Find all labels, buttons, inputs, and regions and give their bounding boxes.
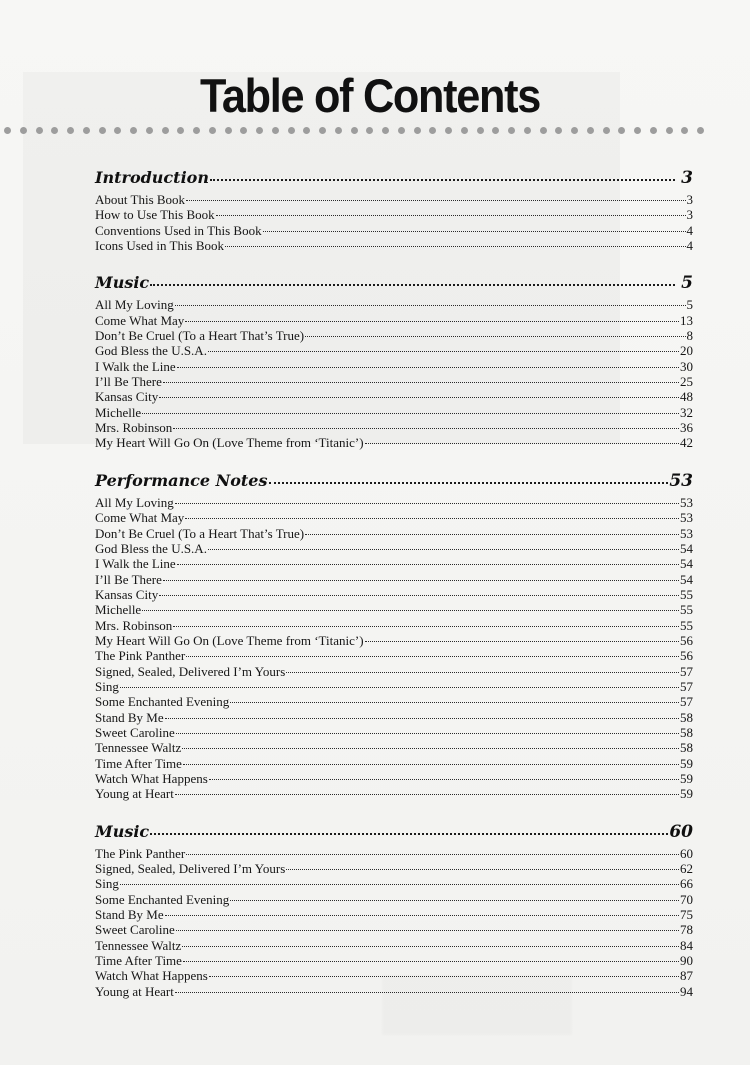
entry-page-number: 57: [680, 663, 693, 679]
dot-leader: [163, 580, 679, 581]
rule-dot: [461, 127, 468, 134]
dot-leader: [175, 503, 679, 504]
entry-page-number: 60: [680, 845, 693, 861]
dot-leader: [175, 794, 679, 795]
entry-page-number: 55: [680, 617, 693, 633]
entry-page-number: 58: [680, 709, 693, 725]
rule-dot: [319, 127, 326, 134]
toc-entry: [95, 679, 693, 694]
dot-leader: [173, 626, 679, 627]
dot-leader: [186, 656, 679, 657]
toc-entry: [95, 602, 693, 617]
toc-section: [95, 822, 693, 999]
toc-entry: [95, 572, 693, 587]
rule-dot: [508, 127, 515, 134]
rule-dot: [398, 127, 405, 134]
entry-label: Time After Time: [95, 755, 182, 771]
dot-leader: [150, 284, 675, 286]
entry-label: Sing: [95, 678, 119, 694]
entry-label: Sweet Caroline: [95, 724, 175, 740]
entry-label: Kansas City: [95, 389, 159, 405]
entry-page-number: 59: [680, 755, 693, 771]
rule-dot: [51, 127, 58, 134]
entry-label: My Heart Will Go On (Love Theme from ‘Titanic’): [95, 632, 364, 648]
entry-label: Sweet Caroline: [95, 922, 175, 938]
rule-dot: [382, 127, 389, 134]
toc-entry: [95, 389, 693, 404]
rule-dot: [225, 127, 232, 134]
toc-entry: [95, 587, 693, 602]
dot-leader: [186, 854, 679, 855]
entry-label: Kansas City: [95, 586, 159, 602]
entry-page-number: 87: [680, 968, 693, 984]
rule-dot: [587, 127, 594, 134]
entry-label: Stand By Me: [95, 709, 164, 725]
rule-dot: [618, 127, 625, 134]
entry-page-number: 94: [680, 983, 693, 999]
toc-entry: [95, 786, 693, 801]
entry-page-number: 25: [680, 374, 693, 390]
rule-dot: [303, 127, 310, 134]
dot-leader: [209, 976, 679, 977]
rule-dot: [414, 127, 421, 134]
rule-dot: [634, 127, 641, 134]
dot-leader: [173, 428, 679, 429]
toc-entry: [95, 953, 693, 968]
section-page-number: 5: [681, 273, 693, 294]
dot-leader: [209, 779, 679, 780]
toc-entry: [95, 861, 693, 876]
dot-leader: [365, 443, 679, 444]
entry-page-number: 56: [680, 632, 693, 648]
toc-entry: [95, 710, 693, 725]
dot-leader: [286, 869, 679, 870]
entry-page-number: 30: [680, 358, 693, 374]
entry-page-number: 13: [680, 312, 693, 328]
dotted-title-rule: [4, 125, 704, 136]
entry-page-number: 53: [680, 525, 693, 541]
toc-entry: [95, 420, 693, 435]
dot-leader: [305, 534, 679, 535]
entry-page-number: 70: [680, 891, 693, 907]
toc-entry: [95, 846, 693, 861]
entry-page-number: 36: [680, 420, 693, 436]
section-title: Introduction: [95, 168, 209, 187]
dot-leader: [185, 321, 679, 322]
rule-dot: [351, 127, 358, 134]
entry-page-number: 4: [686, 222, 693, 238]
entry-label: I Walk the Line: [95, 556, 176, 572]
toc-entry: [95, 984, 693, 999]
toc-entry: [95, 556, 693, 571]
entry-label: Come What May: [95, 312, 185, 328]
entry-label: My Heart Will Go On (Love Theme from ‘Titanic’): [95, 435, 364, 451]
entry-page-number: 8: [686, 328, 693, 344]
section-heading: [95, 168, 693, 190]
rule-dot: [193, 127, 200, 134]
entry-page-number: 55: [680, 586, 693, 602]
dot-leader: [183, 961, 679, 962]
entry-label: I Walk the Line: [95, 358, 176, 374]
section-page-number: 60: [669, 821, 693, 842]
entry-label: Tennessee Waltz: [95, 740, 182, 756]
rule-dot: [256, 127, 263, 134]
entry-label: Watch What Happens: [95, 771, 208, 786]
toc-entry: [95, 405, 693, 420]
toc-entry: [95, 541, 693, 556]
dot-leader: [182, 946, 679, 947]
dot-leader: [176, 733, 679, 734]
toc-section: [95, 471, 693, 802]
toc-entry: [95, 510, 693, 525]
entry-page-number: 57: [680, 694, 693, 710]
section-heading: [95, 822, 693, 844]
dot-leader: [142, 413, 679, 414]
entry-label: Icons Used in This Book: [95, 238, 225, 254]
entry-label: All My Loving: [95, 494, 174, 510]
entry-page-number: 32: [680, 404, 693, 420]
rule-dot: [477, 127, 484, 134]
entry-page-number: 62: [680, 861, 693, 877]
toc-entry: [95, 223, 693, 238]
entry-label: The Pink Panther: [95, 845, 186, 861]
entry-page-number: 90: [680, 953, 693, 969]
rule-dot: [335, 127, 342, 134]
dot-leader: [150, 833, 668, 835]
section-title: Performance Notes: [95, 470, 268, 490]
entry-page-number: 5: [686, 297, 693, 313]
entry-label: Signed, Sealed, Delivered I’m Yours: [95, 861, 286, 877]
dot-leader: [120, 687, 679, 688]
dot-leader: [286, 672, 679, 673]
toc-section: [95, 273, 693, 450]
dot-leader: [177, 367, 679, 368]
rule-dot: [209, 127, 216, 134]
toc-entry: [95, 192, 693, 207]
rule-dot: [666, 127, 673, 134]
rule-dot: [429, 127, 436, 134]
toc-entry: [95, 435, 693, 450]
table-of-contents: [95, 168, 693, 999]
toc-entry: [95, 526, 693, 541]
rule-dot: [114, 127, 121, 134]
dot-leader: [263, 231, 686, 232]
rule-dot: [240, 127, 247, 134]
rule-dot: [288, 127, 295, 134]
section-title: Music: [95, 273, 150, 293]
toc-entry: [95, 664, 693, 679]
entry-label: Stand By Me: [95, 907, 164, 923]
entry-label: Some Enchanted Evening: [95, 891, 230, 907]
entry-page-number: 48: [680, 389, 693, 405]
section-heading: [95, 471, 693, 493]
dot-leader: [165, 718, 679, 719]
entry-label: Young at Heart: [95, 786, 174, 802]
toc-entry: [95, 495, 693, 510]
dot-leader: [120, 884, 679, 885]
entry-label: Don’t Be Cruel (To a Heart That’s True): [95, 525, 305, 541]
dot-leader: [230, 900, 679, 901]
entry-label: Young at Heart: [95, 983, 174, 999]
dot-leader: [185, 518, 679, 519]
entry-page-number: 84: [680, 937, 693, 953]
entry-label: Signed, Sealed, Delivered I’m Yours: [95, 663, 286, 679]
rule-dot: [555, 127, 562, 134]
rule-dot: [650, 127, 657, 134]
entry-page-number: 54: [680, 540, 693, 556]
entry-label: Mrs. Robinson: [95, 617, 173, 633]
toc-entry: [95, 238, 693, 253]
entry-label: Some Enchanted Evening: [95, 694, 230, 710]
toc-entry: [95, 297, 693, 312]
dot-leader: [175, 305, 686, 306]
dot-leader: [142, 610, 679, 611]
rule-dot: [492, 127, 499, 134]
entry-page-number: 58: [680, 740, 693, 756]
rule-dot: [99, 127, 106, 134]
toc-entry: [95, 892, 693, 907]
toc-entry: [95, 907, 693, 922]
toc-entry: [95, 313, 693, 328]
entry-page-number: 3: [686, 192, 693, 207]
rule-dot: [162, 127, 169, 134]
entry-page-number: 53: [680, 494, 693, 510]
entry-label: All My Loving: [95, 297, 174, 313]
toc-entry: [95, 343, 693, 358]
rule-dot: [36, 127, 43, 134]
entry-page-number: 59: [680, 786, 693, 802]
dot-leader: [186, 200, 685, 201]
dot-leader: [216, 215, 686, 216]
rule-dot: [571, 127, 578, 134]
dot-leader: [305, 336, 685, 337]
entry-label: Mrs. Robinson: [95, 420, 173, 436]
toc-entry: [95, 359, 693, 374]
entry-page-number: 4: [686, 238, 693, 254]
entry-label: God Bless the U.S.A.: [95, 343, 207, 359]
dot-leader: [163, 382, 679, 383]
entry-page-number: 20: [680, 343, 693, 359]
entry-label: I’ll Be There: [95, 571, 162, 587]
dot-leader: [159, 595, 679, 596]
entry-label: Watch What Happens: [95, 968, 208, 984]
entry-label: Time After Time: [95, 953, 182, 969]
entry-label: How to Use This Book: [95, 207, 215, 223]
entry-page-number: 56: [680, 648, 693, 664]
entry-page-number: 42: [680, 435, 693, 451]
entry-label: Come What May: [95, 510, 185, 526]
entry-page-number: 53: [680, 510, 693, 526]
dot-leader: [208, 351, 679, 352]
rule-dot: [366, 127, 373, 134]
rule-dot: [83, 127, 90, 134]
entry-label: God Bless the U.S.A.: [95, 540, 207, 556]
entry-label: Michelle: [95, 602, 142, 618]
rule-dot: [445, 127, 452, 134]
rule-dot: [603, 127, 610, 134]
toc-entry: [95, 938, 693, 953]
entry-page-number: 75: [680, 907, 693, 923]
rule-dot: [697, 127, 704, 134]
entry-label: Conventions Used in This Book: [95, 222, 262, 238]
dot-leader: [182, 748, 679, 749]
dot-leader: [177, 564, 679, 565]
dot-leader: [165, 915, 679, 916]
toc-entry: [95, 756, 693, 771]
entry-page-number: 66: [680, 876, 693, 892]
rule-dot: [67, 127, 74, 134]
toc-entry: [95, 618, 693, 633]
rule-dot: [681, 127, 688, 134]
dot-leader: [159, 397, 679, 398]
entry-label: Sing: [95, 876, 119, 892]
rule-dot: [540, 127, 547, 134]
entry-page-number: 3: [686, 207, 693, 223]
rule-dot: [4, 127, 11, 134]
toc-entry: [95, 740, 693, 755]
entry-label: I’ll Be There: [95, 374, 162, 390]
dot-leader: [365, 641, 679, 642]
toc-entry: [95, 922, 693, 937]
rule-dot: [130, 127, 137, 134]
page-title: Table of Contents: [200, 69, 541, 122]
rule-dot: [20, 127, 27, 134]
entry-page-number: 54: [680, 571, 693, 587]
toc-entry: [95, 374, 693, 389]
toc-entry: [95, 207, 693, 222]
dot-leader: [230, 702, 679, 703]
toc-entry: [95, 968, 693, 983]
toc-entry: [95, 648, 693, 663]
toc-section: [95, 168, 693, 253]
entry-label: About This Book: [95, 192, 186, 207]
entry-page-number: 58: [680, 724, 693, 740]
entry-page-number: 57: [680, 678, 693, 694]
entry-page-number: 55: [680, 602, 693, 618]
section-page-number: 3: [681, 168, 693, 188]
dot-leader: [175, 992, 679, 993]
toc-entry: [95, 725, 693, 740]
dot-leader: [176, 930, 679, 931]
rule-dot: [177, 127, 184, 134]
rule-dot: [272, 127, 279, 134]
toc-entry: [95, 633, 693, 648]
dot-leader: [225, 246, 685, 247]
toc-entry: [95, 876, 693, 891]
rule-dot: [524, 127, 531, 134]
dot-leader: [183, 764, 679, 765]
entry-page-number: 78: [680, 922, 693, 938]
section-title: Music: [95, 821, 150, 841]
rule-dot: [146, 127, 153, 134]
toc-entry: [95, 328, 693, 343]
dot-leader: [269, 482, 669, 484]
dot-leader: [210, 179, 675, 181]
toc-entry: [95, 694, 693, 709]
dot-leader: [208, 549, 679, 550]
entry-page-number: 59: [680, 771, 693, 786]
entry-page-number: 54: [680, 556, 693, 572]
entry-label: Tennessee Waltz: [95, 937, 182, 953]
entry-label: Don’t Be Cruel (To a Heart That’s True): [95, 328, 305, 344]
section-heading: [95, 273, 693, 295]
section-page-number: 53: [669, 470, 693, 491]
entry-label: The Pink Panther: [95, 648, 186, 664]
toc-entry: [95, 771, 693, 786]
entry-label: Michelle: [95, 404, 142, 420]
